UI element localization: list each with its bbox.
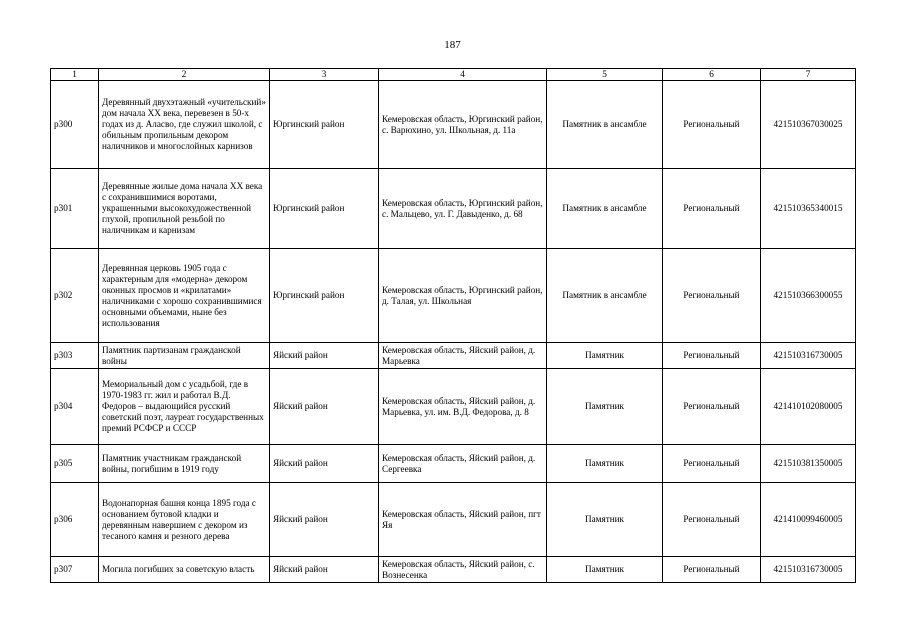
category: Региональный [663,557,761,583]
object-type: Памятник [547,483,663,557]
column-header: 3 [270,69,379,81]
registry-code: 421510381350005 [761,445,856,483]
category: Региональный [663,249,761,343]
column-header: 2 [99,69,270,81]
registry-code: 421510316730005 [761,343,856,369]
table-row [51,343,856,369]
object-type: Памятник [547,445,663,483]
object-type: Памятник в ансамбле [547,81,663,169]
address: Кемеровская область, Яйский район, д. Сергеевка [379,445,547,483]
object-name: Мемориальный дом с усадьбой, где в 1970-1983 гг. жил и работал В.Д. Федоров – выдающийся русский советский поэт, лауреат государственных премий РСФСР и СССР [99,369,270,445]
address: Кемеровская область, Яйский район, пгт Яя [379,483,547,557]
object-type: Памятник в ансамбле [547,249,663,343]
object-type: Памятник в ансамбле [547,169,663,249]
registry-number: р304 [51,369,99,445]
address: Кемеровская область, Юргинский район, д. Талая, ул. Школьная [379,249,547,343]
district: Яйский район [270,445,379,483]
category: Региональный [663,483,761,557]
column-header: 6 [663,69,761,81]
column-number-row [51,69,856,81]
address: Кемеровская область, Яйский район, д. Марьевка, ул. им. В.Д. Федорова, д. 8 [379,369,547,445]
district: Яйский район [270,483,379,557]
object-name: Деревянный двухэтажный «учительский» дом начала XX века, перевезен в 50-х годах из д. Аласво, где служил школой, с обильным пропильным декором наличников и многослойных карнизов [99,81,270,169]
registry-number: р300 [51,81,99,169]
heritage-registry-table [50,68,856,583]
address: Кемеровская область, Яйский район, с. Вознесенка [379,557,547,583]
table-row [51,483,856,557]
registry-number: р307 [51,557,99,583]
address: Кемеровская область, Юргинский район, с. Мальцево, ул. Г. Давыденко, д. 68 [379,169,547,249]
column-header: 7 [761,69,856,81]
registry-number: р306 [51,483,99,557]
table-row [51,369,856,445]
object-type: Памятник [547,369,663,445]
column-header: 1 [51,69,99,81]
object-type: Памятник [547,557,663,583]
category: Региональный [663,81,761,169]
registry-code: 421410102080005 [761,369,856,445]
object-name: Памятник участникам гражданской войны, погибшим в 1919 году [99,445,270,483]
district: Яйский район [270,557,379,583]
table-row [51,169,856,249]
category: Региональный [663,169,761,249]
table-row [51,81,856,169]
district: Яйский район [270,369,379,445]
category: Региональный [663,343,761,369]
district: Юргинский район [270,81,379,169]
category: Региональный [663,445,761,483]
table-row [51,249,856,343]
registry-code: 421510367030025 [761,81,856,169]
object-name: Деревянная церковь 1905 года с характерным для «модерна» декором оконных просмов и «крилатами» наличниками с хорошо сохранившимися основными объемами, ныне без использования [99,249,270,343]
address: Кемеровская область, Юргинский район, с. Варюхино, ул. Школьная, д. 11а [379,81,547,169]
object-name: Деревянные жилые дома начала XX века с сохранившимися воротами, украшенными высокохудожественной глухой, пропильной резьбой по наличникам и карнизам [99,169,270,249]
table-row [51,445,856,483]
district: Юргинский район [270,249,379,343]
registry-number: р301 [51,169,99,249]
object-name: Памятник партизанам гражданской войны [99,343,270,369]
object-name: Могила погибших за советскую власть [99,557,270,583]
registry-number: р305 [51,445,99,483]
registry-code: 421510316730005 [761,557,856,583]
registry-number: р302 [51,249,99,343]
column-header: 5 [547,69,663,81]
object-type: Памятник [547,343,663,369]
object-name: Водонапорная башня конца 1895 года с основанием бутовой кладки и деревянным навершием с декором из тесаного камня и резного дерева [99,483,270,557]
district: Юргинский район [270,169,379,249]
page-number: 187 [444,39,461,51]
registry-code: 421410099460005 [761,483,856,557]
district: Яйский район [270,343,379,369]
registry-number: р303 [51,343,99,369]
category: Региональный [663,369,761,445]
table-row [51,557,856,583]
column-header: 4 [379,69,547,81]
registry-code: 421510365340015 [761,169,856,249]
address: Кемеровская область, Яйский район, д. Марьевка [379,343,547,369]
registry-code: 421510366300055 [761,249,856,343]
